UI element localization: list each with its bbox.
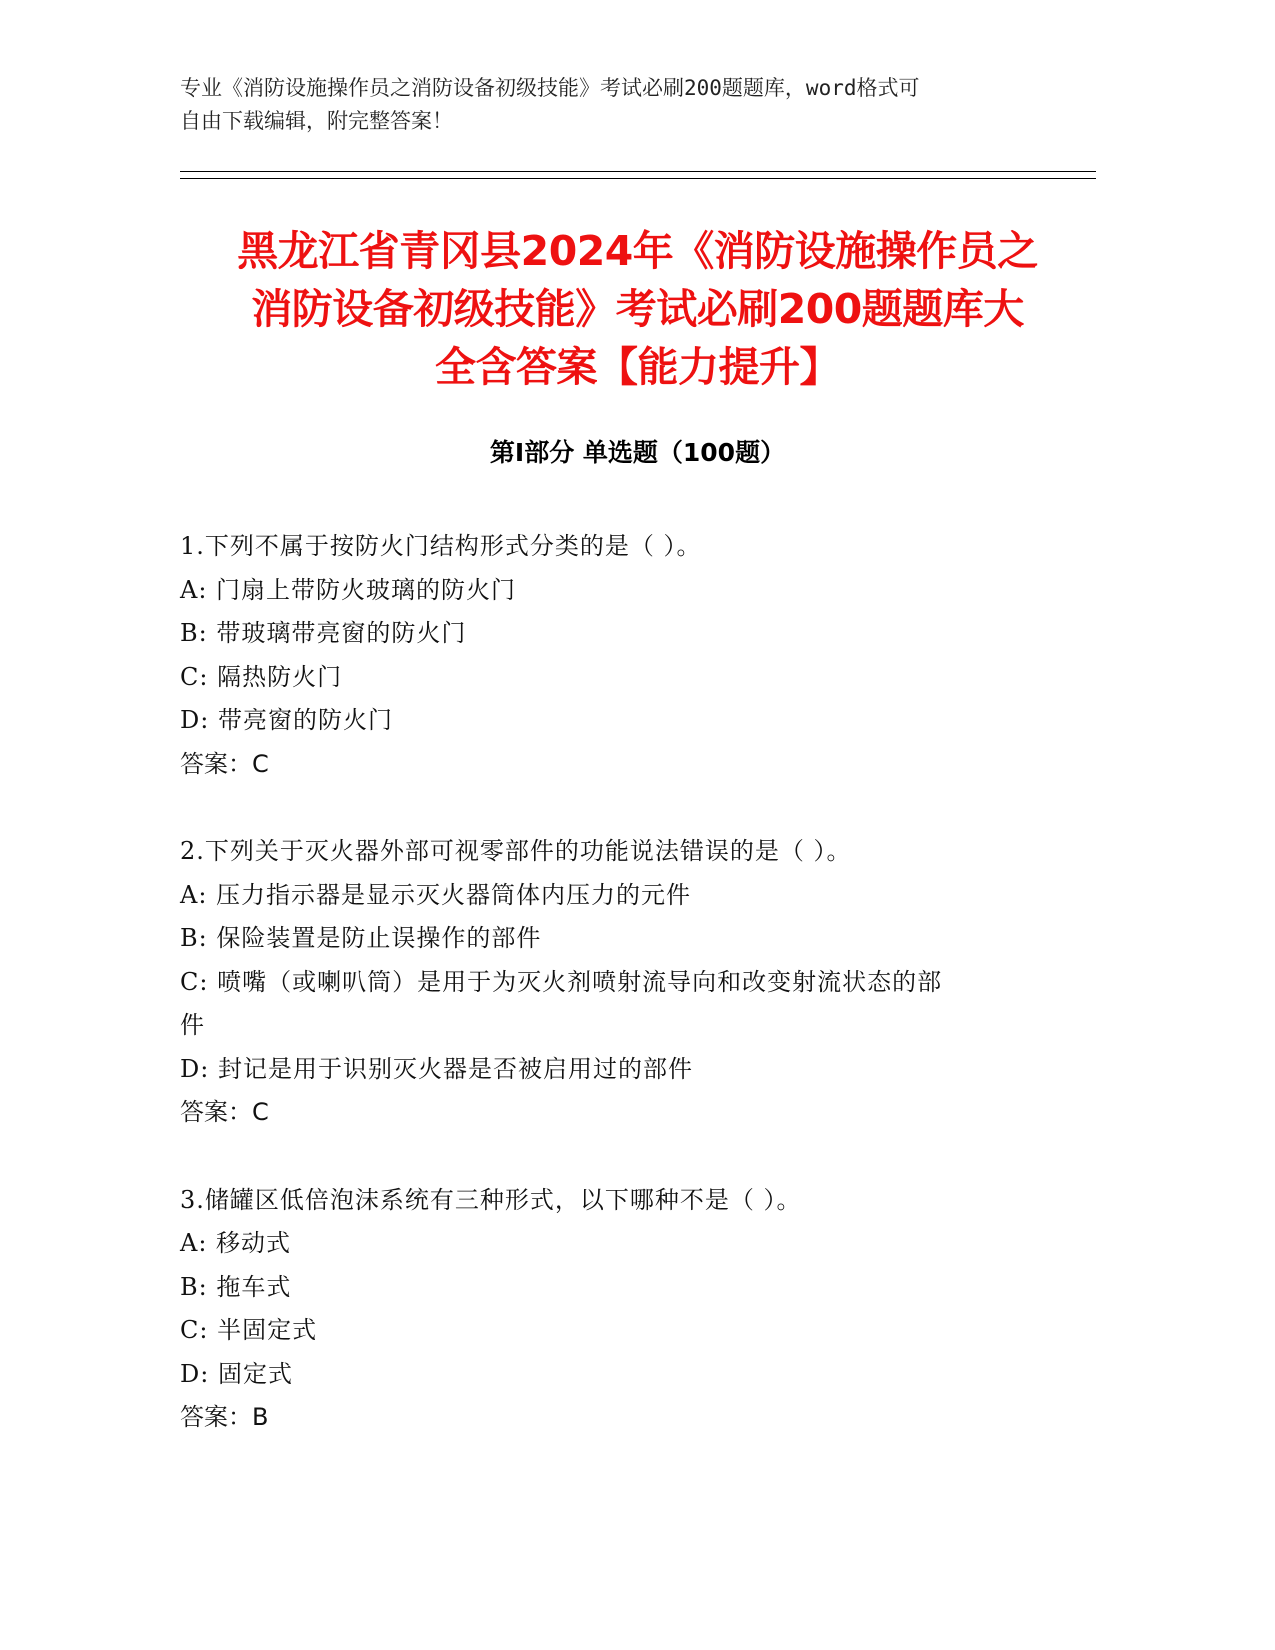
question-3 xyxy=(180,1179,1060,1440)
option-c: C: 半固定式 xyxy=(180,1316,318,1344)
option-d: D: 固定式 xyxy=(180,1359,293,1388)
option-b: B: 拖车式 xyxy=(180,1272,292,1301)
option-d: D: 带亮窗的防火门 xyxy=(180,706,393,734)
question-stem: 1.下列不属于按防火门结构形式分类的是（ ）。 xyxy=(180,532,702,560)
option-d: D: 封记是用于识别灭火器是否被启用过的部件 xyxy=(180,1054,693,1083)
question-list xyxy=(180,525,1060,1484)
option-b: B: 保险装置是防止误操作的部件 xyxy=(180,924,542,952)
document-title xyxy=(130,222,1145,396)
option-b: B: 带玻璃带亮窗的防火门 xyxy=(180,619,467,647)
option-a: A: 移动式 xyxy=(180,1229,292,1257)
header-rule-bottom xyxy=(180,178,1096,179)
question-stem: 3.储罐区低倍泡沫系统有三种形式，以下哪种不是（ ）。 xyxy=(180,1185,802,1214)
title-line-3: 全含答案【能力提升】 xyxy=(435,343,840,391)
question-1 xyxy=(180,525,1060,786)
header-note-line-1: 专业《消防设施操作员之消防设备初级技能》考试必刷200题题库，word格式可 xyxy=(180,76,920,100)
option-c-continued: 件 xyxy=(180,1011,205,1039)
answer: 答案：C xyxy=(180,1098,269,1126)
header-rule-top xyxy=(180,171,1096,172)
option-a: A: 门扇上带防火玻璃的防火门 xyxy=(180,575,517,604)
section-title: 第Ⅰ部分 单选题（100题） xyxy=(489,438,786,467)
answer: 答案：C xyxy=(180,749,269,778)
title-line-2: 消防设备初级技能》考试必刷200题题库大 xyxy=(251,285,1024,333)
title-line-1: 黑龙江省青冈县2024年《消防设施操作员之 xyxy=(237,227,1038,275)
header-note xyxy=(180,72,1060,138)
option-c: C: 隔热防火门 xyxy=(180,662,343,691)
question-stem: 2.下列关于灭火器外部可视零部件的功能说法错误的是（ ）。 xyxy=(180,837,852,865)
header-note-line-2: 自由下载编辑，附完整答案！ xyxy=(180,109,453,133)
option-c: C: 喷嘴（或喇叭筒）是用于为灭火剂喷射流导向和改变射流状态的部 xyxy=(180,967,943,996)
question-2 xyxy=(180,830,1060,1135)
option-a: A: 压力指示器是显示灭火器筒体内压力的元件 xyxy=(180,880,692,909)
answer: 答案：B xyxy=(180,1403,269,1431)
